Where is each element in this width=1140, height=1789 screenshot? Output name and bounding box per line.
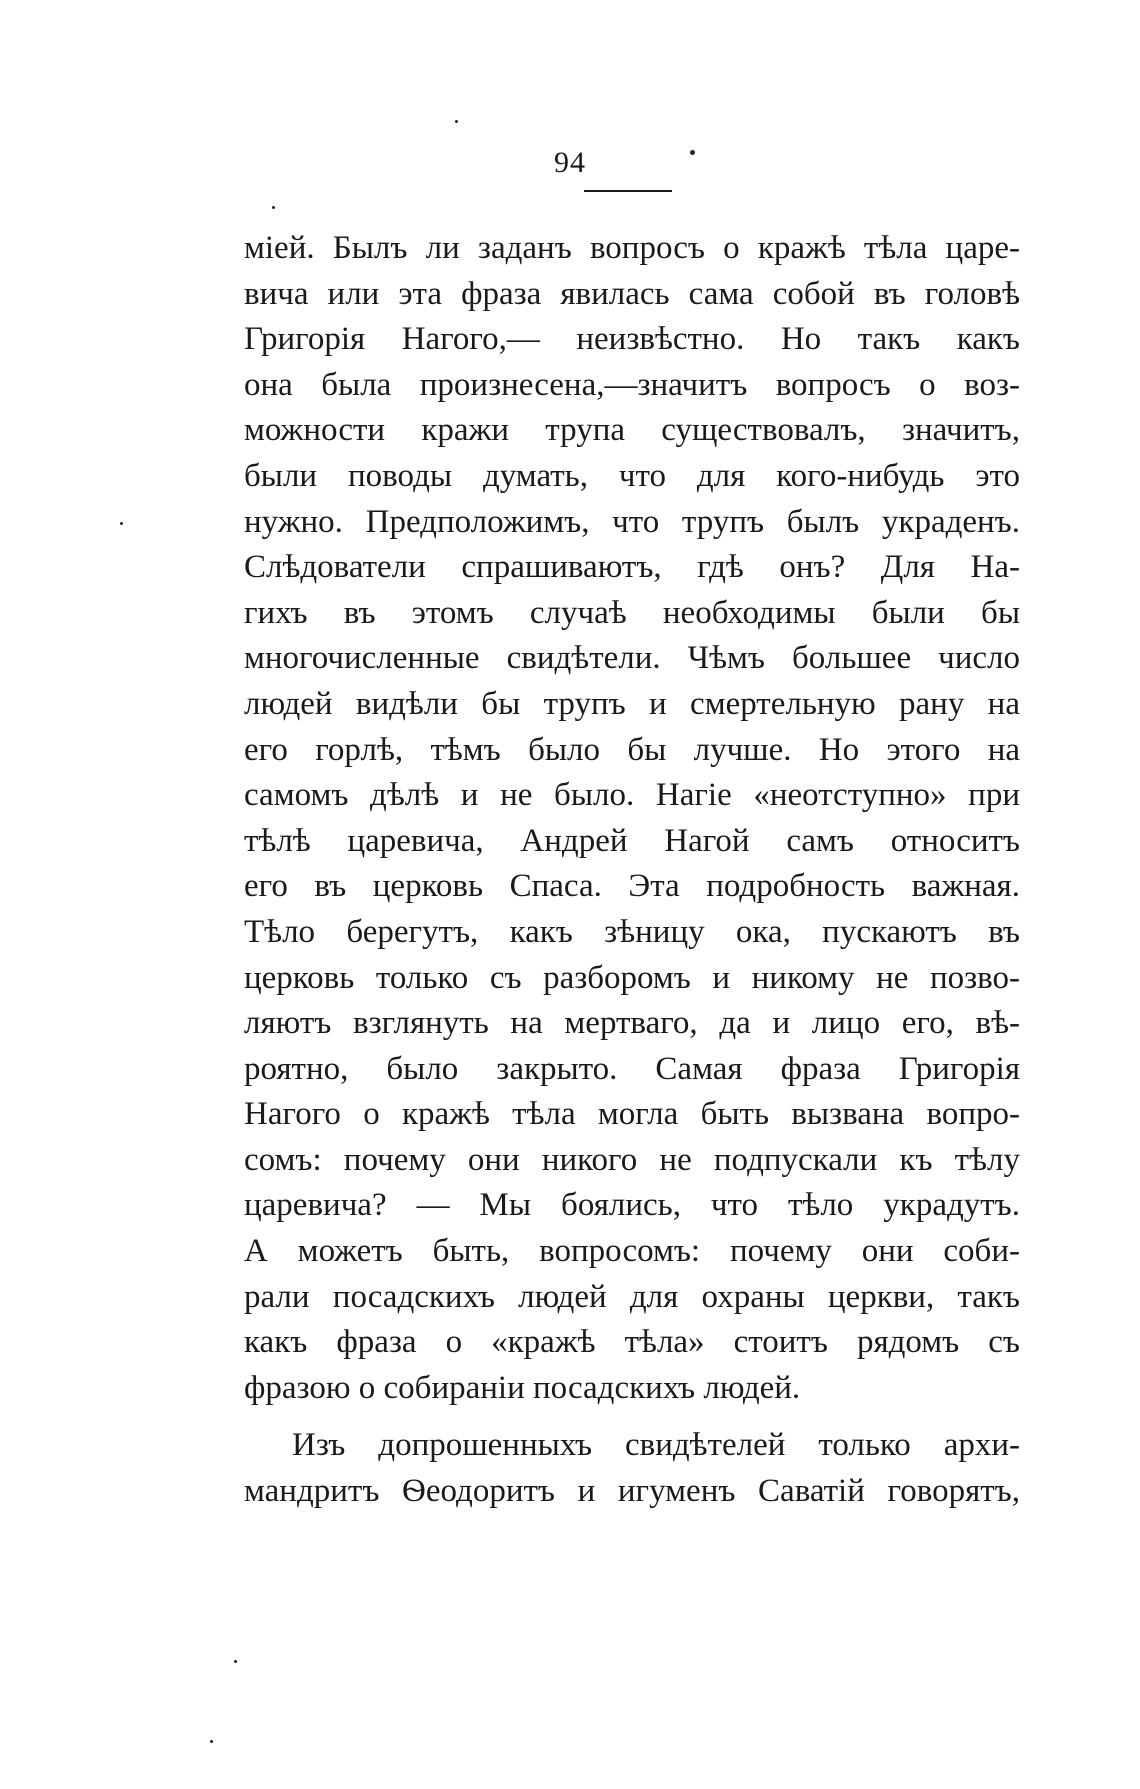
scan-speck xyxy=(234,1660,237,1663)
page-number: 94 xyxy=(554,146,586,179)
text-line: А можетъ быть, вопросомъ: почему они соби- xyxy=(244,1233,1020,1270)
scan-speck xyxy=(272,206,275,209)
text-line: нужно. Предположимъ, что трупъ былъ украденъ. xyxy=(244,503,1020,540)
scan-speck xyxy=(690,150,695,155)
paragraph xyxy=(244,226,1020,1411)
text-line: мандритъ Ѳеодоритъ и игуменъ Саватій говорятъ, xyxy=(244,1473,1020,1510)
text-line: многочисленные свидѣтели. Чѣмъ большее число xyxy=(244,640,1020,677)
page-number-rule xyxy=(584,190,672,192)
text-line: фразою о собираніи посадскихъ людей. xyxy=(244,1369,801,1406)
text-line: его горлѣ, тѣмъ было бы лучше. Но этого на xyxy=(244,731,1020,768)
scan-speck xyxy=(455,120,458,123)
scan-speck xyxy=(120,522,123,525)
text-line: Нагого о кражѣ тѣла могла быть вызвана вопро- xyxy=(244,1096,1020,1133)
text-line: можности кражи трупа существовалъ, значитъ, xyxy=(244,412,1020,449)
text-line: его въ церковь Спаса. Эта подробность важная. xyxy=(244,868,1020,905)
paragraph xyxy=(244,1423,1020,1514)
text-line: вича или эта фраза явилась сама собой въ головѣ xyxy=(244,275,1020,312)
text-line: міей. Былъ ли заданъ вопросъ о кражѣ тѣла царе- xyxy=(244,230,1020,266)
text-line: церковь только съ разборомъ и никому не позво- xyxy=(244,959,1020,996)
text-line: роятно, было закрыто. Самая фраза Григорія xyxy=(244,1050,1020,1087)
text-line: царевича? — Мы боялись, что тѣло украдутъ. xyxy=(244,1187,1020,1224)
body-text xyxy=(244,226,1020,1515)
text-line: Тѣло берегутъ, какъ зѣницу ока, пускаютъ въ xyxy=(244,913,1020,950)
text-line: Слѣдователи спрашиваютъ, гдѣ онъ? Для На- xyxy=(244,549,1020,586)
text-line: какъ фраза о «кражѣ тѣла» стоитъ рядомъ съ xyxy=(244,1324,1020,1361)
text-line: тѣлѣ царевича, Андрей Нагой самъ относитъ xyxy=(244,822,1020,859)
text-line: людей видѣли бы трупъ и смертельную рану на xyxy=(244,685,1020,722)
text-line: рали посадскихъ людей для охраны церкви, такъ xyxy=(244,1278,1020,1315)
text-line: гихъ въ этомъ случаѣ необходимы были бы xyxy=(244,594,1020,631)
text-line: Григорія Нагого,— неизвѣстно. Но такъ какъ xyxy=(244,321,1020,358)
scan-speck xyxy=(210,1740,213,1743)
text-line: самомъ дѣлѣ и не было. Нагіе «неотступно» при xyxy=(244,777,1020,814)
text-line: Изъ допрошенныхъ свидѣтелей только архи- xyxy=(292,1427,1020,1464)
text-line: ляютъ взглянуть на мертваго, да и лицо его, вѣ- xyxy=(244,1005,1020,1042)
text-line: были поводы думать, что для кого-нибудь это xyxy=(244,457,1020,494)
text-line: сомъ: почему они никого не подпускали къ тѣлу xyxy=(244,1141,1020,1178)
text-line: она была произнесена,—значитъ вопросъ о воз- xyxy=(244,366,1020,403)
